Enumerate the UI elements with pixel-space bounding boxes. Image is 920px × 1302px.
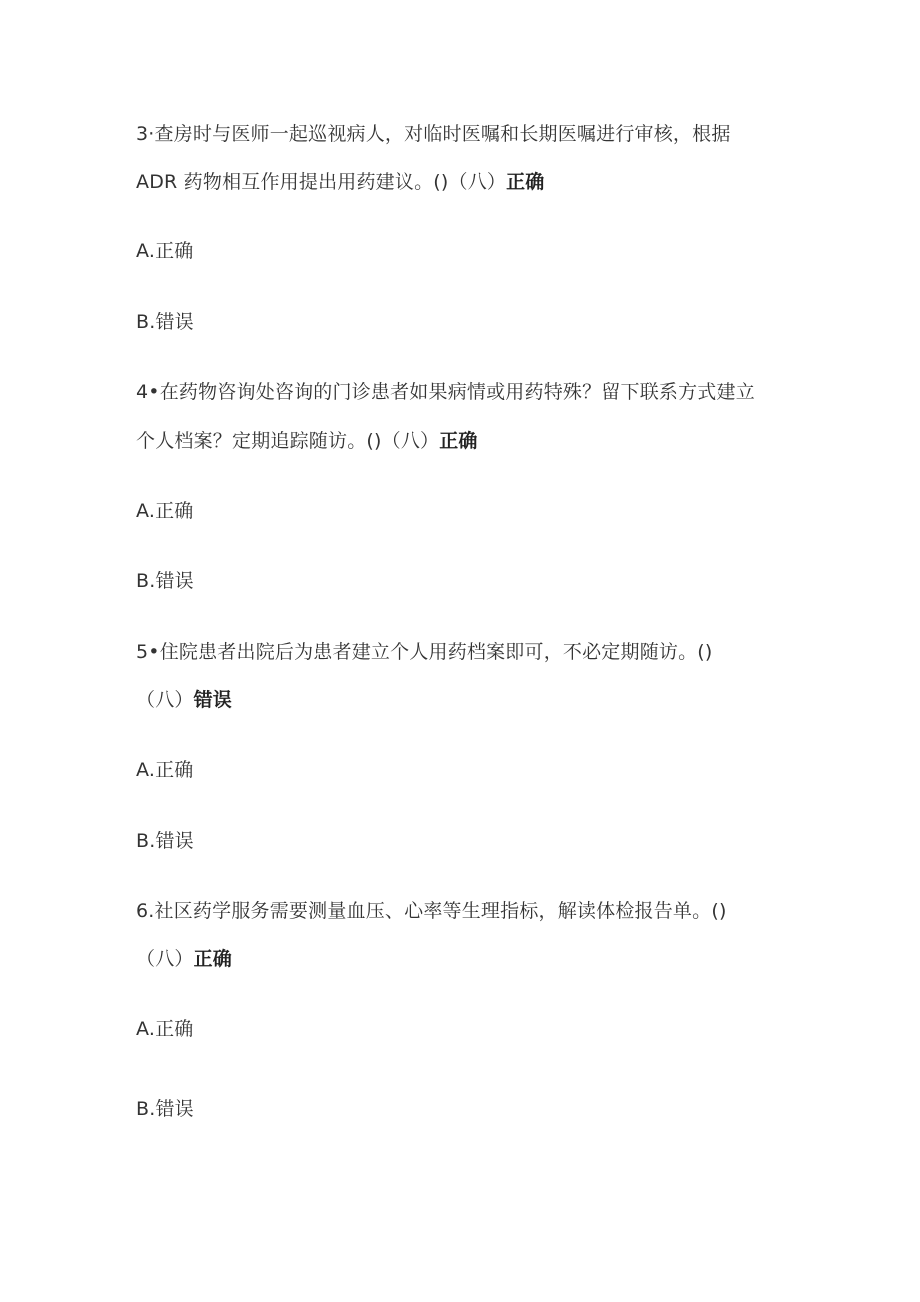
question-text-line1: 5•住院患者出院后为患者建立个人用药档案即可，不必定期随访。()	[136, 641, 713, 663]
option-a: A.正确	[136, 1018, 194, 1040]
question-text-line2	[136, 947, 232, 971]
question-text-line1: 6.社区药学服务需要测量血压、心率等生理指标，解读体检报告单。()	[136, 900, 727, 922]
answer-key: 正确	[439, 430, 478, 452]
question-text-line2	[136, 429, 478, 453]
question-text-line1: 3·查房时与医师一起巡视病人，对临时医嘱和长期医嘱进行审核，根据	[136, 123, 731, 145]
option-b: B.错误	[136, 311, 194, 333]
question-text-line2	[136, 688, 232, 712]
option-b: B.错误	[136, 1098, 194, 1120]
option-a: A.正确	[136, 500, 194, 522]
answer-key: 正确	[506, 171, 545, 193]
option-b: B.错误	[136, 830, 194, 852]
question-text-tail: （八）	[136, 689, 194, 711]
option-a: A.正确	[136, 240, 194, 262]
question-text-tail: （八）	[136, 948, 194, 970]
question-text-tail: ADR 药物相互作用提出用药建议。()（八）	[136, 171, 507, 193]
question-text-line2	[136, 170, 545, 194]
question-text-line1: 4•在药物咨询处咨询的门诊患者如果病情或用药特殊？留下联系方式建立	[136, 381, 755, 403]
option-b: B.错误	[136, 570, 194, 592]
answer-key: 正确	[193, 948, 233, 970]
option-a: A.正确	[136, 759, 194, 781]
answer-key: 错误	[193, 689, 233, 711]
question-text-tail: 个人档案？定期追踪随访。()（八）	[136, 430, 440, 452]
